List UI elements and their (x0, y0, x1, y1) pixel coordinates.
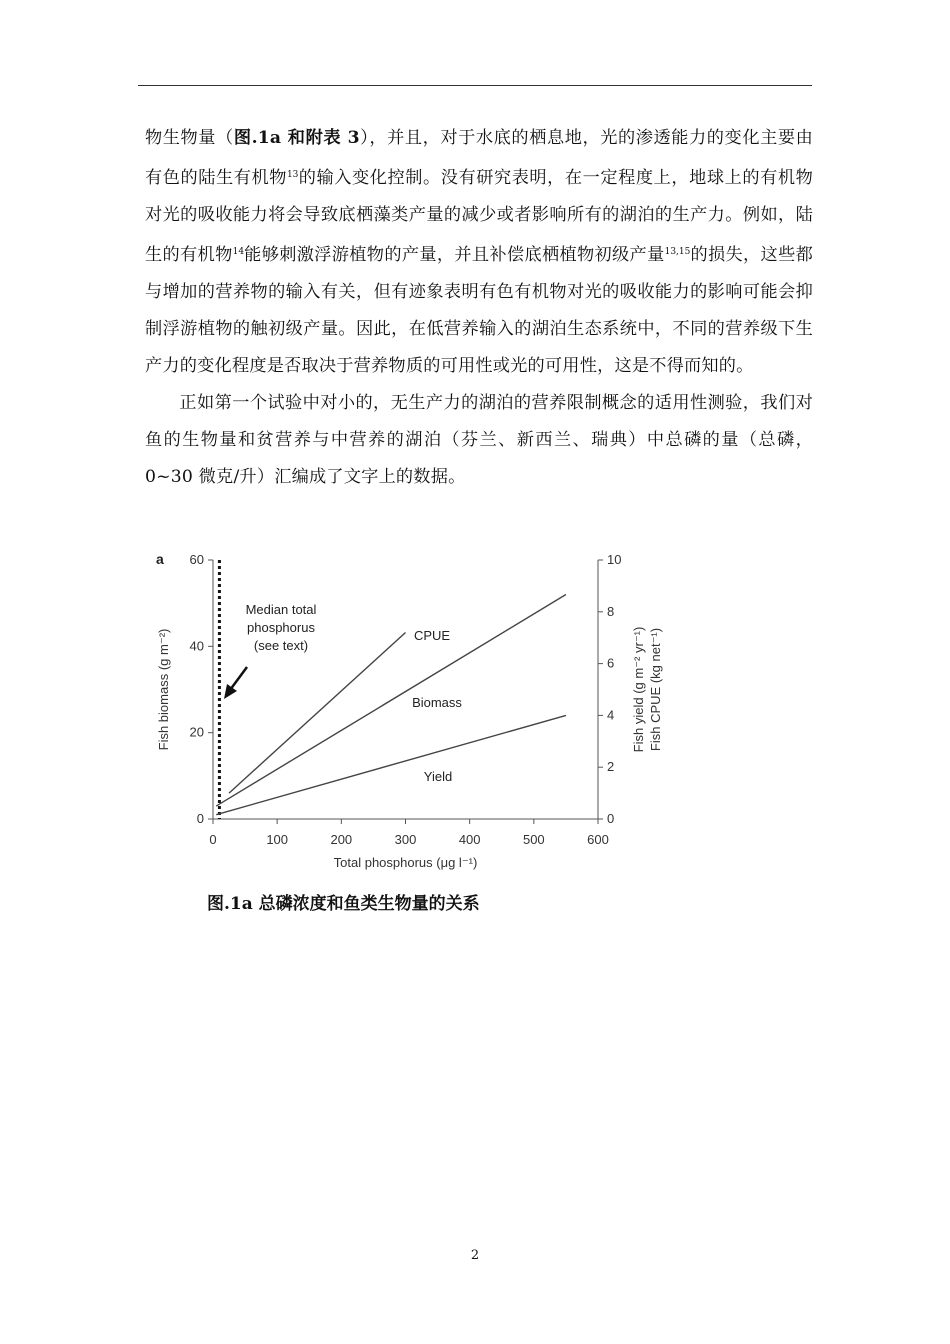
y-right-tick-label: 2 (607, 759, 615, 775)
series-label-cpue: CPUE (413, 628, 451, 643)
citation-superscript: 14 (232, 247, 245, 257)
annotation-text: Median total (245, 602, 317, 617)
page-number: 2 (470, 1248, 480, 1263)
series-label-biomass: Biomass (412, 695, 462, 710)
x-tick-label: 400 (458, 832, 481, 847)
body-text (145, 120, 813, 496)
y-left-tick-label: 60 (189, 552, 204, 567)
y-left-tick-label: 0 (196, 811, 204, 826)
figure-reference: 图.1a 和附表 3 (233, 128, 360, 148)
paragraph-1-text-e: 的损失，这些都与增加的营养物的输入有关，但有迹象表明有色有机物对光的吸收能力的影响可能会抑制浮游植物的触初级产量。因此，在低营养输入的湖泊生态系统中，不同的营养级下生产力的变化程度是否取决于营养物质的可用性或光的可用性，这是不得而知的。 (145, 245, 813, 376)
y-right-tick-label: 6 (607, 655, 615, 671)
y-left-tick-label: 40 (189, 638, 204, 654)
figure-caption: 图.1a 总磷浓度和鱼类生物量的关系 (207, 894, 480, 914)
y-right-tick-label: 10 (607, 552, 622, 567)
y-right-axis-label-cpue: Fish CPUE (kg net⁻¹) (648, 627, 663, 752)
y-right-axis-label-yield: Fish yield (g m⁻² yr⁻¹) (631, 626, 646, 753)
annotation-arrow-head (224, 684, 237, 699)
y-right-tick-label: 4 (607, 707, 615, 723)
x-tick-label: 0 (209, 832, 217, 847)
figure-1a (150, 545, 670, 880)
x-tick-label: 300 (394, 832, 417, 847)
y-left-tick-label: 20 (189, 724, 204, 740)
citation-superscript: 13 (286, 170, 299, 180)
y-left-axis-label: Fish biomass (g m⁻²) (156, 628, 171, 751)
y-right-tick-label: 8 (607, 603, 615, 619)
x-tick-label: 200 (330, 832, 353, 847)
paragraph-1-text-a: 物生物量（ (145, 128, 234, 148)
panel-label: a (156, 551, 164, 567)
paragraph-1-text-b: ），并且，对于水底的栖息地，光的渗透能力的变化主要由有色的陆生有机物 (145, 128, 813, 188)
annotation-text: phosphorus (247, 620, 315, 635)
paragraph-1-text-d: 能够刺激浮游植物的产量，并且补偿底栖植物初级产量 (244, 245, 665, 265)
series-label-yield: Yield (423, 769, 453, 784)
citation-superscript: 13,15 (664, 247, 691, 257)
x-tick-label: 500 (522, 832, 545, 847)
header-rule (138, 85, 812, 86)
series-line-yield (216, 715, 566, 814)
y-right-tick-label: 0 (607, 811, 615, 826)
paragraph-1 (145, 120, 813, 385)
chart-svg (150, 545, 670, 880)
x-tick-label: 600 (587, 832, 609, 847)
x-tick-label: 100 (266, 832, 289, 847)
x-axis-label: Total phosphorus (μg l⁻¹) (333, 855, 478, 870)
paragraph-2: 正如第一个试验中对小的，无生产力的湖泊的营养限制概念的适用性测验，我们对鱼的生物量和贫营养与中营养的湖泊（芬兰、新西兰、瑞典）中总磷的量（总磷，0~30 微克/升）汇编成了文字上的数据。 (145, 393, 813, 487)
annotation-text: (see text) (253, 638, 309, 653)
paragraph-1-text-c: 的输入变化控制。没有研究表明，在一定程度上，地球上的有机物对光的吸收能力将会导致底栖藻类产量的减少或者影响所有的湖泊的生产力。例如，陆生的有机物 (145, 168, 813, 265)
annotation-arrow-shaft (230, 667, 247, 690)
